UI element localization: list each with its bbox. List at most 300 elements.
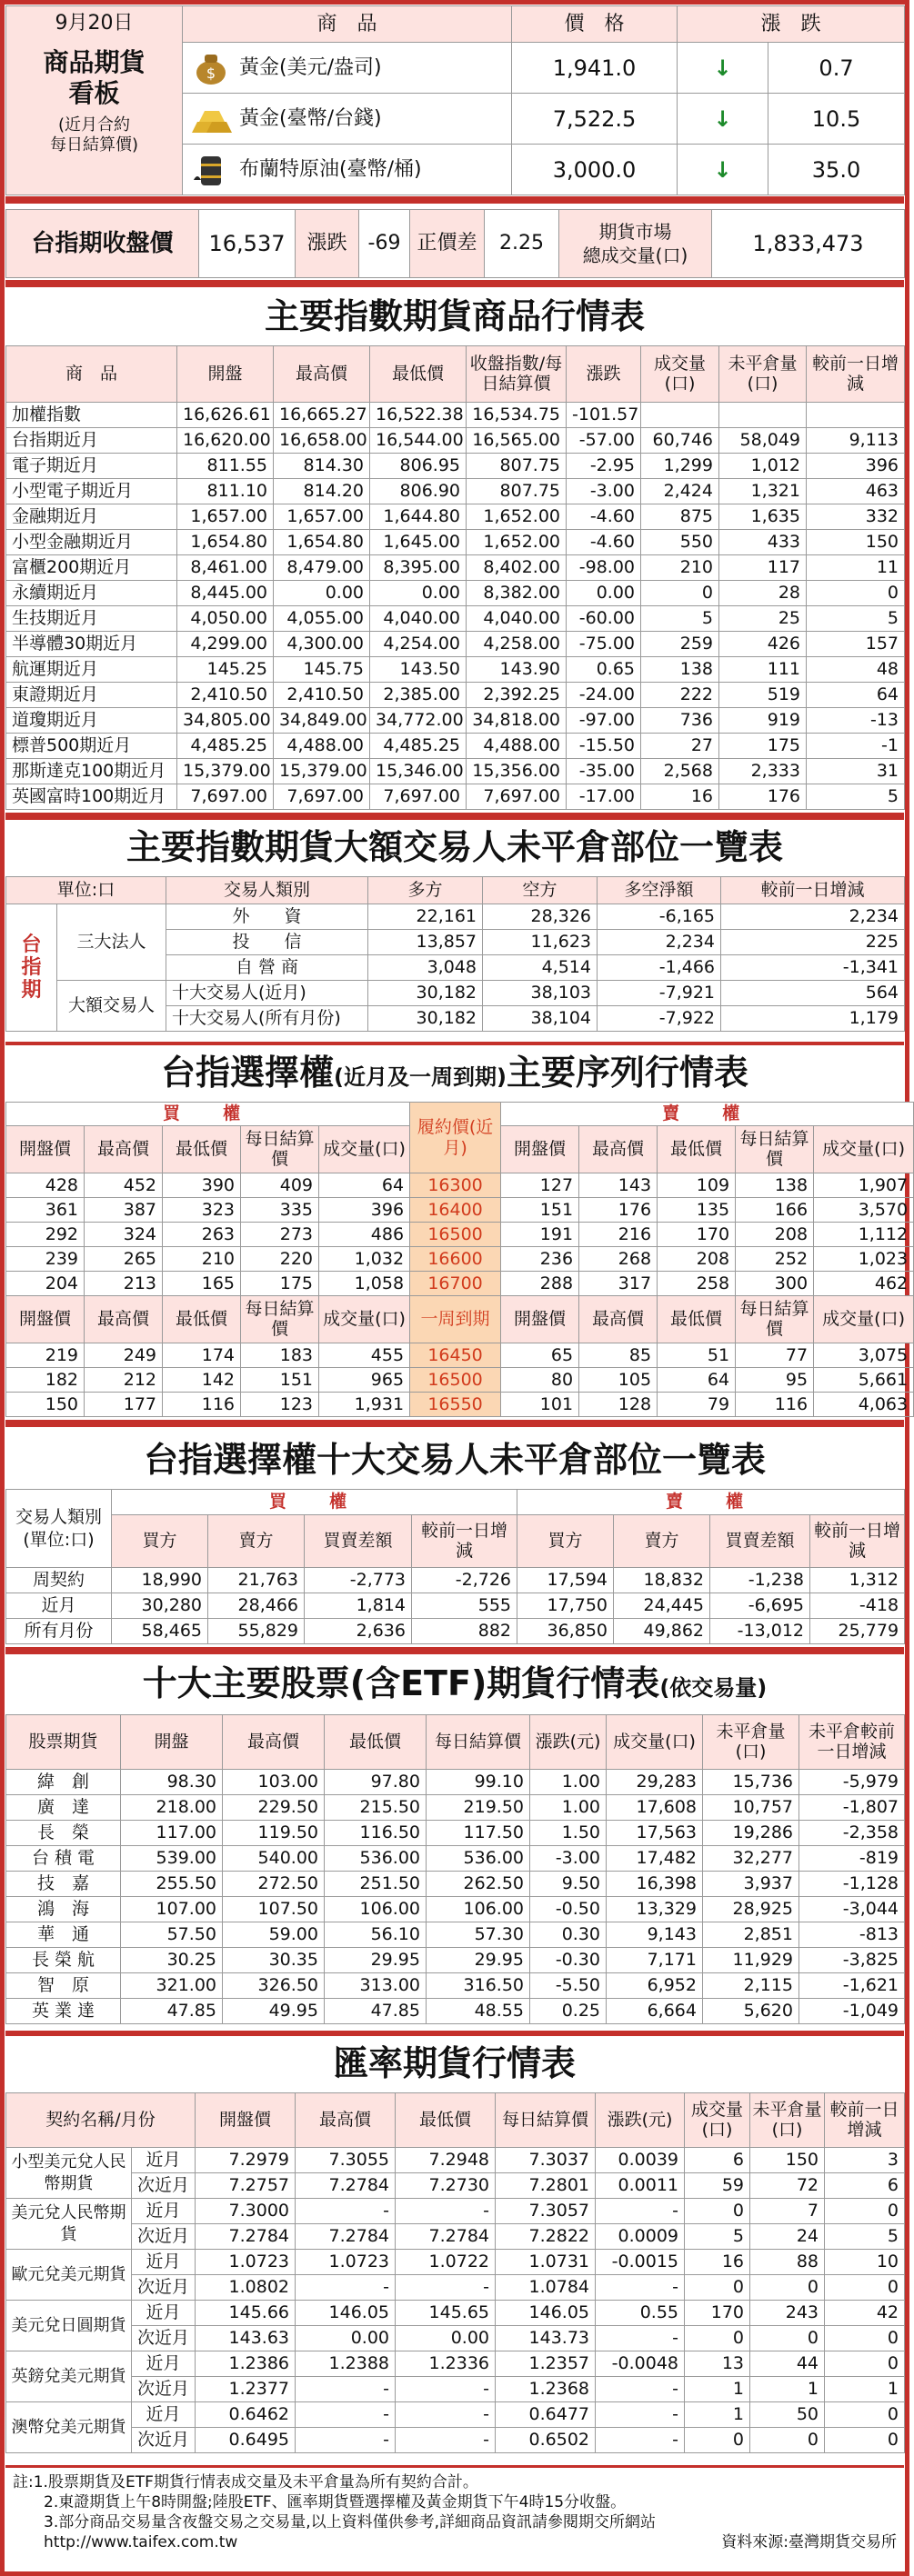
s2-h-short: 空方	[483, 877, 598, 904]
s3-cell: 1,058	[319, 1272, 410, 1296]
s3-header: 開盤價	[6, 1296, 85, 1343]
s1-cell: 16,658.00	[274, 428, 370, 454]
s4-header: 較前一日增減	[810, 1515, 905, 1568]
s5-header: 漲跌(元)	[530, 1715, 607, 1770]
s6-cell: 1.0731	[496, 2250, 596, 2275]
s6-cell: -	[596, 2377, 685, 2402]
s1-cell: 4,055.00	[274, 606, 370, 632]
s3-cell: 216	[579, 1223, 658, 1247]
s6-cell: 59	[685, 2173, 750, 2199]
s3-cell: 182	[6, 1368, 85, 1393]
s6-cell: -0.0015	[596, 2250, 685, 2275]
taiex-label: 台指期收盤價	[6, 210, 199, 278]
s5-cell: 28,925	[703, 1897, 799, 1922]
s5-cell: 13,329	[607, 1897, 703, 1922]
s5-stock: 英 業 達	[6, 1999, 121, 2024]
taiex-change-label: 漲跌	[296, 210, 359, 278]
table-row	[6, 1272, 914, 1296]
s1-cell: -101.57	[567, 403, 641, 428]
s5-header: 開盤	[121, 1715, 223, 1770]
s1-cell: 5	[807, 784, 905, 810]
s1-item: 航運期近月	[6, 657, 177, 683]
s3-header: 最低價	[163, 1126, 241, 1173]
svg-text:$: $	[206, 64, 216, 82]
s4-cell: -2,773	[305, 1568, 412, 1593]
s3-cell: 323	[163, 1198, 241, 1223]
s1-cell: 4,299.00	[177, 632, 274, 657]
s3-header: 開盤價	[501, 1296, 579, 1343]
s3-title-end: 主要序列行情表	[506, 1053, 748, 1093]
taiex-volume-label-2: 總成交量(口)	[582, 245, 688, 266]
table-row	[6, 1198, 914, 1223]
s4-cell: -13,012	[710, 1619, 810, 1644]
s3-cell: 150	[6, 1393, 85, 1417]
s4-cell: 18,990	[112, 1568, 208, 1593]
s1-cell: 16,534.75	[467, 403, 567, 428]
s6-cell: 10	[825, 2250, 905, 2275]
s1-cell: 15,346.00	[370, 759, 467, 784]
s3-cell: 208	[736, 1223, 814, 1247]
s3-strike: 16500	[410, 1368, 501, 1393]
s5-stock: 技 嘉	[6, 1872, 121, 1897]
taifex-link[interactable]: http://www.taifex.com.tw	[44, 2533, 238, 2551]
s4-header: 買賣差額	[710, 1515, 810, 1568]
s1-item: 標普500期近月	[6, 734, 177, 759]
notes-prefix: 註:	[13, 2473, 34, 2491]
s6-cell: 0	[685, 2199, 750, 2224]
s1-cell: 2,410.50	[177, 683, 274, 708]
s3-cell: 1,032	[319, 1247, 410, 1272]
s6-contract: 歐元兌美元期貨	[6, 2250, 132, 2301]
s6-cell: 7.2757	[196, 2173, 296, 2199]
s3-cell: 138	[736, 1173, 814, 1198]
s5-cell: -819	[799, 1846, 905, 1872]
s1-cell: 16,626.61	[177, 403, 274, 428]
s4-cell: 24,445	[614, 1593, 710, 1619]
s1-cell: -2.95	[567, 454, 641, 479]
s3-title-small: (近月及一周到期)	[334, 1064, 507, 1090]
s1-cell: 210	[641, 555, 719, 581]
s5-header: 未平倉較前一日增減	[799, 1715, 905, 1770]
s5-cell: -3.00	[530, 1846, 607, 1872]
s2-cell: 30,182	[368, 1006, 483, 1032]
s1-item: 富櫃200期近月	[6, 555, 177, 581]
s1-item: 加權指數	[6, 403, 177, 428]
note-line: 3.部分商品交易量含夜盤交易之交易量,以上資料僅供參考,詳細商品資訊請參閱期交所網站	[44, 2513, 657, 2531]
s6-cell: -	[396, 2275, 496, 2301]
s3-header: 最低價	[658, 1126, 736, 1173]
s6-cell: 143.73	[496, 2326, 596, 2351]
s1-cell: 4,040.00	[370, 606, 467, 632]
gold-bars-icon	[188, 102, 234, 136]
s2-cell: 1,179	[721, 1006, 905, 1032]
s6-cell: 0	[750, 2326, 825, 2351]
table-row	[6, 2250, 905, 2275]
s5-cell: 540.00	[223, 1846, 325, 1872]
s3-strike: 16450	[410, 1343, 501, 1368]
table-row	[6, 1619, 905, 1644]
s6-cell: 1.2388	[296, 2351, 396, 2377]
s3-cell: 213	[85, 1272, 163, 1296]
s5-cell: 106.00	[427, 1897, 530, 1922]
s5-cell: 119.50	[223, 1821, 325, 1846]
note-line: 1.股票期貨及ETF期貨行情表成交量及未平倉量為所有契約合計。	[33, 2473, 478, 2491]
s5-cell: 17,482	[607, 1846, 703, 1872]
s5-cell: 0.30	[530, 1922, 607, 1948]
s5-cell: 2,851	[703, 1922, 799, 1948]
s6-cell: 0.0009	[596, 2224, 685, 2250]
s1-header: 最低價	[370, 346, 467, 403]
s5-cell: 19,286	[703, 1821, 799, 1846]
s6-cell: 7.2979	[196, 2148, 296, 2173]
table-row	[6, 2148, 905, 2173]
s1-cell: 150	[807, 530, 905, 555]
s1-cell: 31	[807, 759, 905, 784]
s6-header: 最低價	[396, 2093, 496, 2148]
s1-cell	[641, 403, 719, 428]
s6-cell: -0.0048	[596, 2351, 685, 2377]
board-change: 0.7	[768, 43, 905, 94]
s5-cell: 97.80	[325, 1770, 427, 1795]
s5-title-main: 十大主要股票(含ETF)期貨行情表	[142, 1663, 660, 1703]
s3-cell: 143	[579, 1173, 658, 1198]
s4-category: 近月	[6, 1593, 112, 1619]
s3-header: 開盤價	[6, 1126, 85, 1173]
s5-cell: 326.50	[223, 1973, 325, 1999]
s1-cell: 16,522.38	[370, 403, 467, 428]
s3-title-main: 台指選擇權	[161, 1053, 335, 1093]
s5-cell: 215.50	[325, 1795, 427, 1821]
s3-cell: 176	[579, 1198, 658, 1223]
s5-cell: 9.50	[530, 1872, 607, 1897]
s5-cell: -5.50	[530, 1973, 607, 1999]
s5-cell: -1,621	[799, 1973, 905, 1999]
table-row	[6, 1368, 914, 1393]
s1-cell: 4,258.00	[467, 632, 567, 657]
s3-cell: 101	[501, 1393, 579, 1417]
s2-cell: 28,326	[483, 904, 598, 930]
s1-cell: 4,300.00	[274, 632, 370, 657]
s4-header: 較前一日增減	[412, 1515, 517, 1568]
s4-cell: 18,832	[614, 1568, 710, 1593]
s1-cell: 811.55	[177, 454, 274, 479]
s1-cell: 222	[641, 683, 719, 708]
s6-cell: -	[296, 2275, 396, 2301]
s5-cell: 17,563	[607, 1821, 703, 1846]
divider	[5, 196, 904, 204]
s6-cell: 0	[825, 2326, 905, 2351]
table-row	[6, 1846, 905, 1872]
s3-cell: 1,931	[319, 1393, 410, 1417]
s1-cell: 2,410.50	[274, 683, 370, 708]
s2-cell: -7,922	[598, 1006, 721, 1032]
s6-header: 開盤價	[196, 2093, 296, 2148]
s3-cell: 183	[241, 1343, 319, 1368]
s4-cell: -1,238	[710, 1568, 810, 1593]
s6-cell: 1.2357	[496, 2351, 596, 2377]
s1-cell: 4,254.00	[370, 632, 467, 657]
s1-cell	[719, 403, 807, 428]
board-date: 9月20日	[55, 12, 134, 35]
s6-cell: 0.6495	[196, 2428, 296, 2453]
board-item-name: 黃金(美元/盎司)	[239, 55, 382, 79]
s2-type: 投 信	[166, 930, 368, 955]
s6-cell: -	[596, 2428, 685, 2453]
s3-cell: 258	[658, 1272, 736, 1296]
money-bag-icon	[188, 51, 234, 85]
s5-stock: 台 積 電	[6, 1846, 121, 1872]
s5-cell: 30.35	[223, 1948, 325, 1973]
s5-cell: -1,049	[799, 1999, 905, 2024]
table-row	[6, 1593, 905, 1619]
s3-cell: 361	[6, 1198, 85, 1223]
s1-item: 電子期近月	[6, 454, 177, 479]
s6-cell: 6	[825, 2173, 905, 2199]
s4-cell: -2,726	[412, 1568, 517, 1593]
s6-month: 近月	[132, 2250, 196, 2275]
s1-cell: 807.75	[467, 454, 567, 479]
s5-cell: 316.50	[427, 1973, 530, 1999]
s3-cell: 1,112	[814, 1223, 914, 1247]
s5-cell: 16,398	[607, 1872, 703, 1897]
s6-cell: 1.0722	[396, 2250, 496, 2275]
table-row	[6, 1247, 914, 1272]
s5-cell: 539.00	[121, 1846, 223, 1872]
s5-cell: 29.95	[325, 1948, 427, 1973]
s5-cell: 1.00	[530, 1770, 607, 1795]
s3-cell: 452	[85, 1173, 163, 1198]
table-row	[6, 530, 905, 555]
s3-cell: 409	[241, 1173, 319, 1198]
s1-cell: 1,652.00	[467, 504, 567, 530]
s3-strike: 16300	[410, 1173, 501, 1198]
s1-cell: 111	[719, 657, 807, 683]
s6-cell: 1.0723	[196, 2250, 296, 2275]
s3-header: 每日結算價	[241, 1296, 319, 1343]
s2-h-change: 較前一日增減	[721, 877, 905, 904]
s3-cell: 177	[85, 1393, 163, 1417]
s3-cell: 95	[736, 1368, 814, 1393]
table-row	[6, 784, 905, 810]
s1-cell: -17.00	[567, 784, 641, 810]
s5-cell: 29.95	[427, 1948, 530, 1973]
s2-h-long: 多方	[368, 877, 483, 904]
s3-cell: 212	[85, 1368, 163, 1393]
s1-header: 未平倉量(口)	[719, 346, 807, 403]
s4-cell: 25,779	[810, 1619, 905, 1644]
s5-stock: 華 通	[6, 1922, 121, 1948]
s1-cell: 34,849.00	[274, 708, 370, 734]
s1-cell: 4,485.25	[370, 734, 467, 759]
s1-cell: 5	[807, 606, 905, 632]
s1-cell: 2,568	[641, 759, 719, 784]
table-row	[6, 2326, 905, 2351]
s3-cell: 105	[579, 1368, 658, 1393]
s4-header: 賣方	[208, 1515, 305, 1568]
s5-cell: -3,825	[799, 1948, 905, 1973]
s3-strike: 16550	[410, 1393, 501, 1417]
s6-cell: 0.55	[596, 2301, 685, 2326]
s6-cell: 1.0802	[196, 2275, 296, 2301]
s3-header: 成交量(口)	[319, 1296, 410, 1343]
s1-cell: -4.60	[567, 504, 641, 530]
s1-item: 道瓊期近月	[6, 708, 177, 734]
s1-cell: 64	[807, 683, 905, 708]
s1-cell: -3.00	[567, 479, 641, 504]
s6-cell: 7.3000	[196, 2199, 296, 2224]
s1-cell	[807, 403, 905, 428]
s2-type: 自 營 商	[166, 955, 368, 981]
s4-cell: 55,829	[208, 1619, 305, 1644]
s2-title: 主要指數期貨大額交易人未平倉部位一覽表	[5, 820, 904, 874]
table-row	[6, 2224, 905, 2250]
s5-cell: 321.00	[121, 1973, 223, 1999]
s4-cell: 49,862	[614, 1619, 710, 1644]
s6-month: 近月	[132, 2351, 196, 2377]
s6-cell: 1.2368	[496, 2377, 596, 2402]
board-price: 3,000.0	[512, 145, 678, 195]
s3-strike: 16400	[410, 1198, 501, 1223]
note-line: 2.東證期貨上午8時開盤;陸股ETF、匯率期貨暨選擇權及黃金期貨下午4時15分收盤。	[44, 2493, 627, 2511]
s5-cell: 7,171	[607, 1948, 703, 1973]
s5-cell: 32,277	[703, 1846, 799, 1872]
table-row	[6, 479, 905, 504]
s6-cell: 7.3055	[296, 2148, 396, 2173]
s1-cell: -97.00	[567, 708, 641, 734]
s3-header: 成交量(口)	[814, 1296, 914, 1343]
taiex-strip	[5, 209, 904, 278]
board-title-2: 看板	[68, 78, 120, 108]
s6-cell: -	[296, 2402, 396, 2428]
s6-cell: 0	[825, 2351, 905, 2377]
s3-cell: 123	[241, 1393, 319, 1417]
s1-cell: 8,479.00	[274, 555, 370, 581]
s3-cell: 268	[579, 1247, 658, 1272]
table-row	[6, 2377, 905, 2402]
s2-cell: 225	[721, 930, 905, 955]
s6-cell: 0.00	[396, 2326, 496, 2351]
s1-cell: 175	[719, 734, 807, 759]
table-row	[6, 2428, 905, 2453]
s1-item: 台指期近月	[6, 428, 177, 454]
table-row	[6, 1173, 914, 1198]
s5-cell: -3,044	[799, 1897, 905, 1922]
table-row	[6, 581, 905, 606]
s3-cell: 51	[658, 1343, 736, 1368]
s3-cell: 4,063	[814, 1393, 914, 1417]
s1-cell: 15,379.00	[274, 759, 370, 784]
s6-cell: 0	[685, 2275, 750, 2301]
s1-header: 商 品	[6, 346, 177, 403]
s5-title-small: (依交易量)	[659, 1675, 768, 1701]
s6-cell: 0.00	[296, 2326, 396, 2351]
s1-item: 永續期近月	[6, 581, 177, 606]
s2-cell: -6,165	[598, 904, 721, 930]
s6-header: 成交量(口)	[685, 2093, 750, 2148]
s3-cell: 204	[6, 1272, 85, 1296]
s3-table	[5, 1102, 909, 1418]
s1-cell: 811.10	[177, 479, 274, 504]
s4-header: 買方	[112, 1515, 208, 1568]
s1-cell: 814.20	[274, 479, 370, 504]
s1-header: 漲跌	[567, 346, 641, 403]
s1-cell: 16,665.27	[274, 403, 370, 428]
s1-cell: -35.00	[567, 759, 641, 784]
s1-cell: 9,113	[807, 428, 905, 454]
s1-cell: -75.00	[567, 632, 641, 657]
table-row	[6, 1393, 914, 1417]
s5-cell: 10,757	[703, 1795, 799, 1821]
s6-header: 最高價	[296, 2093, 396, 2148]
s6-cell: 1	[685, 2377, 750, 2402]
s3-cell: 5,661	[814, 1368, 914, 1393]
s6-cell: 13	[685, 2351, 750, 2377]
s1-cell: 15,379.00	[177, 759, 274, 784]
s2-cell: 2,234	[598, 930, 721, 955]
s6-cell: -	[296, 2199, 396, 2224]
table-row	[6, 1948, 905, 1973]
s6-table	[5, 2092, 904, 2463]
s5-cell: 47.85	[121, 1999, 223, 2024]
s6-cell: 145.65	[396, 2301, 496, 2326]
s6-cell: 1.0784	[496, 2275, 596, 2301]
s3-cell: 127	[501, 1173, 579, 1198]
s3-cell: 109	[658, 1173, 736, 1198]
s6-contract: 澳幣兌美元期貨	[6, 2402, 132, 2453]
s1-cell: 1,635	[719, 504, 807, 530]
s3-header: 成交量(口)	[814, 1126, 914, 1173]
s1-cell: 60,746	[641, 428, 719, 454]
s6-month: 次近月	[132, 2173, 196, 2199]
s6-cell: 0.6462	[196, 2402, 296, 2428]
table-row	[6, 2173, 905, 2199]
s1-cell: 5	[641, 606, 719, 632]
s2-h-net: 多空淨額	[598, 877, 721, 904]
s6-month: 次近月	[132, 2275, 196, 2301]
s1-cell: 519	[719, 683, 807, 708]
s6-cell: 0	[825, 2402, 905, 2428]
board-h-change: 漲 跌	[678, 6, 905, 43]
s4-cell: 21,763	[208, 1568, 305, 1593]
s5-header: 每日結算價	[427, 1715, 530, 1770]
s1-cell: 8,402.00	[467, 555, 567, 581]
s5-cell: 107.50	[223, 1897, 325, 1922]
s5-stock: 廣 達	[6, 1795, 121, 1821]
s1-cell: -24.00	[567, 683, 641, 708]
taiex-change: -69	[359, 210, 410, 278]
s1-cell: -15.50	[567, 734, 641, 759]
s2-cell: 11,623	[483, 930, 598, 955]
s3-cell: 77	[736, 1343, 814, 1368]
table-row	[6, 1770, 905, 1795]
s2-cell: 564	[721, 981, 905, 1006]
s5-cell: 536.00	[427, 1846, 530, 1872]
s5-cell: 251.50	[325, 1872, 427, 1897]
s4-title: 台指選擇權十大交易人未平倉部位一覽表	[5, 1433, 904, 1487]
table-row	[6, 734, 905, 759]
s6-cell: 7.2948	[396, 2148, 496, 2173]
s1-cell: 176	[719, 784, 807, 810]
divider	[5, 280, 904, 287]
s3-cell: 128	[579, 1393, 658, 1417]
s6-cell: 0.0039	[596, 2148, 685, 2173]
s5-cell: 6,952	[607, 1973, 703, 1999]
s3-strike: 16700	[410, 1272, 501, 1296]
table-row	[6, 2402, 905, 2428]
s6-cell: -	[596, 2199, 685, 2224]
s2-cell: 2,234	[721, 904, 905, 930]
s3-cell: 3,570	[814, 1198, 914, 1223]
